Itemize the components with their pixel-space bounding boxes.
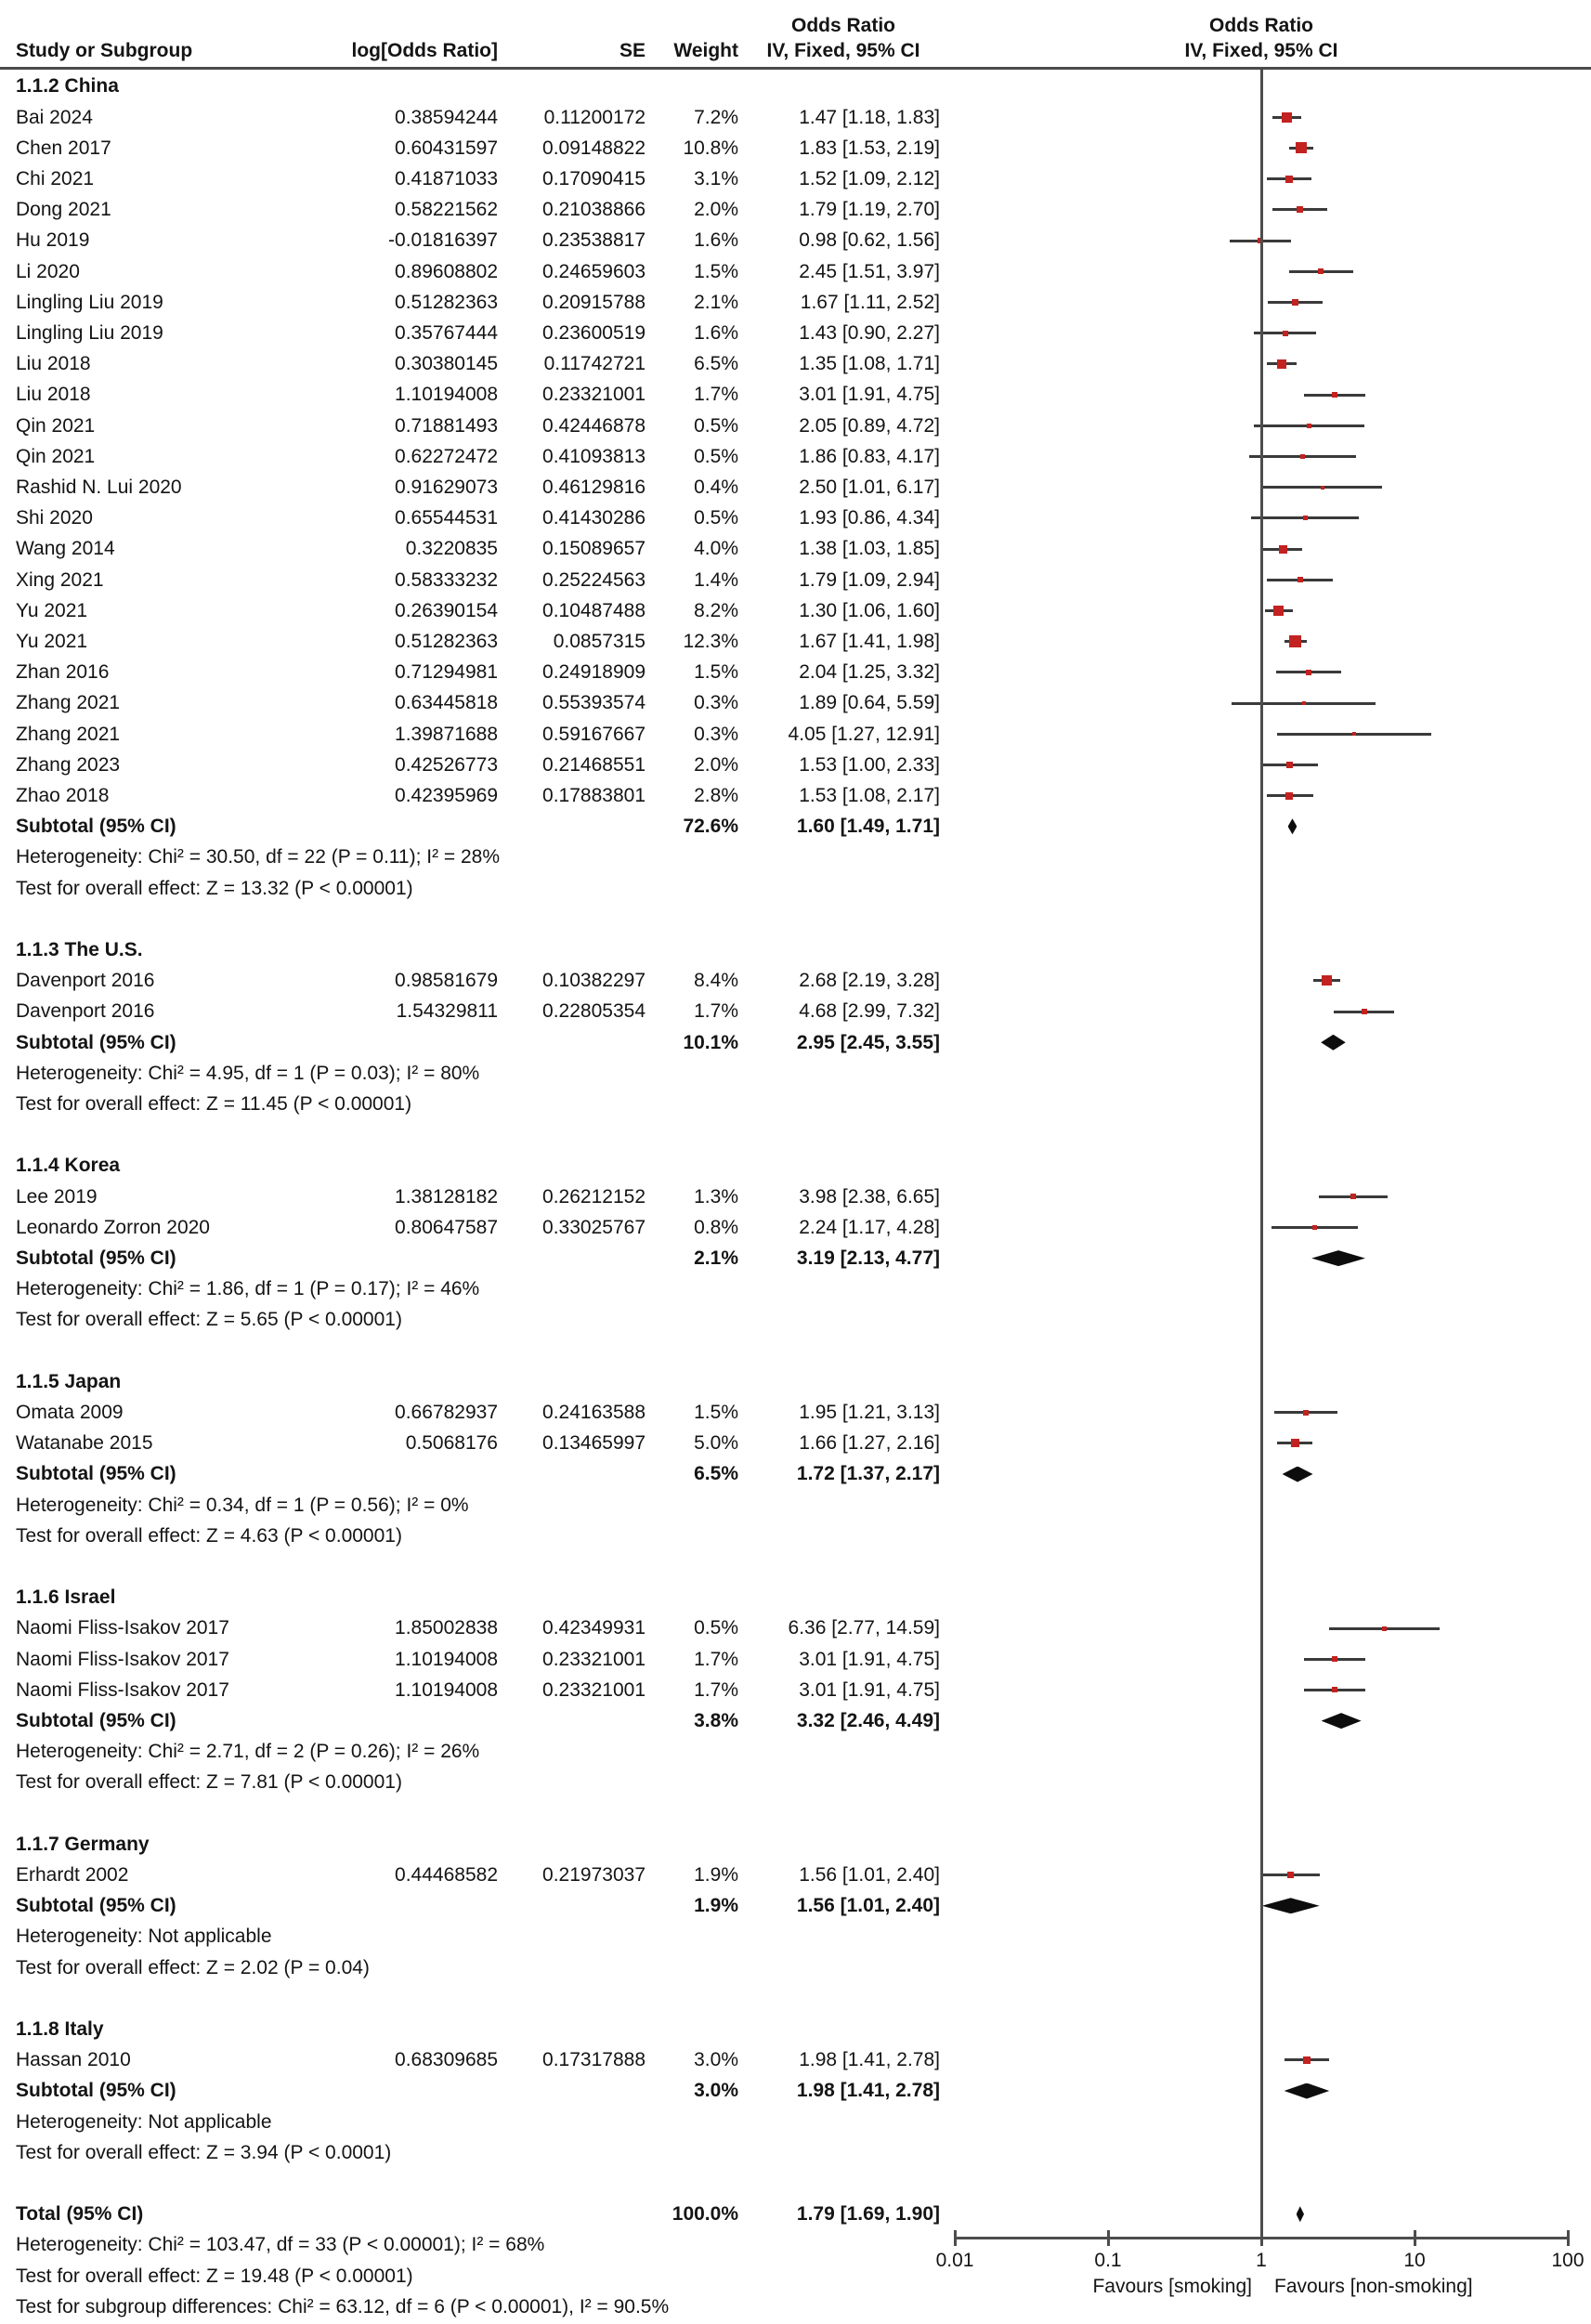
weight-value: 1.4% bbox=[694, 568, 738, 591]
se-value: 0.13465997 bbox=[542, 1432, 646, 1455]
ci-text: 1.53 [1.08, 2.17] bbox=[799, 785, 940, 806]
weight-value: 72.6% bbox=[683, 816, 738, 838]
weight-value: 5.0% bbox=[694, 1432, 738, 1455]
weight-value: 2.1% bbox=[694, 1247, 738, 1269]
weight-value: 3.0% bbox=[694, 2080, 738, 2102]
study-name: Bai 2024 bbox=[16, 106, 93, 128]
weight-value: 100.0% bbox=[672, 2203, 738, 2226]
study-name: Zhang 2021 bbox=[16, 723, 121, 745]
study-name: Xing 2021 bbox=[16, 568, 104, 591]
study-name: Test for overall effect: Z = 4.63 (P < 0.00001) bbox=[16, 1524, 402, 1547]
weight-value: 12.3% bbox=[683, 631, 738, 652]
study-name: Shi 2020 bbox=[16, 507, 93, 529]
ci-text: 2.24 [1.17, 4.28] bbox=[799, 1216, 940, 1238]
se-value: 0.26212152 bbox=[542, 1185, 646, 1208]
se-value: 0.11200172 bbox=[543, 106, 646, 128]
ci-text: 3.32 [2.46, 4.49] bbox=[796, 1710, 940, 1731]
log-odds-ratio-value: 0.58333232 bbox=[395, 568, 498, 591]
ci-text: 2.05 [0.89, 4.72] bbox=[799, 414, 940, 437]
study-name: Lee 2019 bbox=[16, 1185, 98, 1208]
ci-text: 1.66 [1.27, 2.16] bbox=[799, 1432, 940, 1455]
ci-text: 3.01 [1.91, 4.75] bbox=[799, 384, 940, 406]
se-value: 0.11742721 bbox=[543, 353, 646, 375]
ci-text: 2.45 [1.51, 3.97] bbox=[799, 260, 940, 282]
study-name: Liu 2018 bbox=[16, 384, 91, 406]
weight-value: 6.5% bbox=[694, 353, 738, 375]
study-name: Chi 2021 bbox=[16, 168, 95, 189]
study-name: Subtotal (95% CI) bbox=[16, 1031, 176, 1053]
study-name: Total (95% CI) bbox=[16, 2203, 144, 2226]
favours-left-label: Favours [smoking] bbox=[1092, 2276, 1252, 2297]
log-odds-ratio-value: 1.10194008 bbox=[395, 1678, 498, 1701]
ci-text: 1.30 [1.06, 1.60] bbox=[799, 599, 940, 621]
weight-value: 3.8% bbox=[694, 1710, 738, 1731]
weight-value: 1.7% bbox=[694, 1648, 738, 1670]
se-value: 0.22805354 bbox=[542, 1000, 646, 1023]
weight-value: 1.6% bbox=[694, 229, 738, 252]
study-name: Erhardt 2002 bbox=[16, 1864, 129, 1886]
weight-value: 0.5% bbox=[694, 445, 738, 467]
ci-text: 1.35 [1.08, 1.71] bbox=[799, 353, 940, 375]
ci-text: 1.95 [1.21, 3.13] bbox=[799, 1402, 940, 1423]
study-name: Subtotal (95% CI) bbox=[16, 2080, 176, 2102]
study-name: 1.1.4 Korea bbox=[16, 1155, 121, 1177]
axis-tick-label: 100 bbox=[1551, 2250, 1584, 2271]
study-name: Lingling Liu 2019 bbox=[16, 322, 163, 344]
log-odds-ratio-value: 0.3220835 bbox=[405, 538, 498, 560]
study-name: Test for overall effect: Z = 3.94 (P < 0.0001) bbox=[16, 2141, 392, 2163]
study-name: Heterogeneity: Chi² = 30.50, df = 22 (P = 0.11); I² = 28% bbox=[16, 846, 501, 868]
se-value: 0.24918909 bbox=[542, 661, 646, 684]
log-odds-ratio-value: 0.26390154 bbox=[395, 599, 498, 621]
study-name: Heterogeneity: Chi² = 103.47, df = 33 (P < 0.00001); I² = 68% bbox=[16, 2234, 545, 2256]
se-value: 0.09148822 bbox=[542, 137, 646, 159]
axis-tick-label: 0.1 bbox=[1094, 2250, 1122, 2271]
weight-value: 10.8% bbox=[683, 137, 738, 159]
weight-value: 2.0% bbox=[694, 199, 738, 221]
ci-text: 1.83 [1.53, 2.19] bbox=[799, 137, 940, 159]
study-name: Hassan 2010 bbox=[16, 2049, 131, 2071]
weight-value: 8.2% bbox=[694, 599, 738, 621]
se-value: 0.24659603 bbox=[542, 260, 646, 282]
column-header-se: SE bbox=[619, 40, 646, 61]
study-name: Subtotal (95% CI) bbox=[16, 1463, 176, 1485]
study-name: Subtotal (95% CI) bbox=[16, 1247, 176, 1269]
se-value: 0.25224563 bbox=[542, 568, 646, 591]
study-name: 1.1.3 The U.S. bbox=[16, 939, 143, 960]
ci-text: 1.38 [1.03, 1.85] bbox=[799, 538, 940, 560]
weight-value: 2.8% bbox=[694, 785, 738, 806]
study-name: Davenport 2016 bbox=[16, 970, 155, 992]
ci-text: 1.89 [0.64, 5.59] bbox=[799, 692, 940, 714]
log-odds-ratio-value: 0.30380145 bbox=[395, 353, 498, 375]
weight-value: 0.3% bbox=[694, 692, 738, 714]
study-name: Heterogeneity: Chi² = 2.71, df = 2 (P = 0.26); I² = 26% bbox=[16, 1741, 480, 1763]
log-odds-ratio-value: 0.42395969 bbox=[395, 785, 498, 806]
ci-text: 1.67 [1.11, 2.52] bbox=[800, 291, 940, 313]
weight-value: 8.4% bbox=[694, 970, 738, 992]
study-name: Subtotal (95% CI) bbox=[16, 1895, 176, 1917]
weight-value: 2.1% bbox=[694, 291, 738, 313]
log-odds-ratio-value: 0.62272472 bbox=[395, 445, 498, 467]
weight-value: 1.7% bbox=[694, 1000, 738, 1023]
weight-value: 1.3% bbox=[694, 1185, 738, 1208]
weight-value: 7.2% bbox=[694, 106, 738, 128]
ci-text: 4.68 [2.99, 7.32] bbox=[799, 1000, 940, 1023]
ci-text: 1.43 [0.90, 2.27] bbox=[799, 322, 940, 344]
ci-text: 1.98 [1.41, 2.78] bbox=[799, 2049, 940, 2071]
ci-text: 3.01 [1.91, 4.75] bbox=[799, 1678, 940, 1701]
study-name: Subtotal (95% CI) bbox=[16, 1710, 176, 1731]
ci-text: 3.98 [2.38, 6.65] bbox=[799, 1185, 940, 1208]
study-name: Yu 2021 bbox=[16, 599, 88, 621]
column-header-log-odds-ratio: log[Odds Ratio] bbox=[351, 40, 498, 61]
study-name: Watanabe 2015 bbox=[16, 1432, 153, 1455]
weight-value: 1.5% bbox=[694, 260, 738, 282]
study-name: Test for overall effect: Z = 13.32 (P < 0.00001) bbox=[16, 877, 413, 899]
log-odds-ratio-value: 1.38128182 bbox=[395, 1185, 498, 1208]
weight-value: 3.1% bbox=[694, 168, 738, 189]
se-value: 0.17883801 bbox=[542, 785, 646, 806]
study-name: Li 2020 bbox=[16, 260, 80, 282]
study-name: 1.1.5 Japan bbox=[16, 1370, 122, 1392]
se-value: 0.33025767 bbox=[542, 1216, 646, 1238]
se-value: 0.20915788 bbox=[542, 291, 646, 313]
weight-value: 0.8% bbox=[694, 1216, 738, 1238]
study-name: Zhang 2023 bbox=[16, 753, 121, 776]
weight-value: 1.7% bbox=[694, 384, 738, 406]
ci-text: 3.19 [2.13, 4.77] bbox=[796, 1247, 940, 1269]
study-name: 1.1.6 Israel bbox=[16, 1586, 116, 1609]
study-name: Wang 2014 bbox=[16, 538, 115, 560]
weight-value: 2.0% bbox=[694, 753, 738, 776]
log-odds-ratio-value: 0.58221562 bbox=[395, 199, 498, 221]
log-odds-ratio-value: 0.60431597 bbox=[395, 137, 498, 159]
weight-value: 6.5% bbox=[694, 1463, 738, 1485]
log-odds-ratio-value: 0.80647587 bbox=[395, 1216, 498, 1238]
weight-value: 1.9% bbox=[694, 1895, 738, 1917]
study-name: Test for overall effect: Z = 5.65 (P < 0.00001) bbox=[16, 1309, 402, 1331]
study-name: Rashid N. Lui 2020 bbox=[16, 477, 182, 498]
column-header-study: Study or Subgroup bbox=[16, 40, 193, 61]
study-name: Naomi Fliss-Isakov 2017 bbox=[16, 1617, 229, 1639]
study-name: Heterogeneity: Not applicable bbox=[16, 2110, 272, 2133]
study-name: 1.1.2 China bbox=[16, 75, 119, 98]
weight-value: 0.5% bbox=[694, 414, 738, 437]
study-name: Heterogeneity: Chi² = 4.95, df = 1 (P = 0.03); I² = 80% bbox=[16, 1062, 480, 1084]
study-name: Heterogeneity: Chi² = 0.34, df = 1 (P = 0.56); I² = 0% bbox=[16, 1494, 469, 1516]
study-name: Heterogeneity: Not applicable bbox=[16, 1926, 272, 1948]
study-name: Test for overall effect: Z = 7.81 (P < 0.00001) bbox=[16, 1771, 402, 1794]
ci-text: 2.68 [2.19, 3.28] bbox=[799, 970, 940, 992]
se-value: 0.42446878 bbox=[542, 414, 646, 437]
ci-text: 1.56 [1.01, 2.40] bbox=[796, 1895, 940, 1917]
ci-text: 2.04 [1.25, 3.32] bbox=[799, 661, 940, 684]
weight-value: 0.5% bbox=[694, 1617, 738, 1639]
log-odds-ratio-value: 0.35767444 bbox=[395, 322, 498, 344]
log-odds-ratio-value: 0.66782937 bbox=[395, 1402, 498, 1423]
study-name: Test for overall effect: Z = 19.48 (P < 0.00001) bbox=[16, 2265, 413, 2287]
log-odds-ratio-value: 0.65544531 bbox=[395, 507, 498, 529]
se-value: 0.41093813 bbox=[542, 445, 646, 467]
study-name: Test for overall effect: Z = 2.02 (P = 0.04) bbox=[16, 1956, 370, 1978]
log-odds-ratio-value: 1.10194008 bbox=[395, 384, 498, 406]
study-name: Zhan 2016 bbox=[16, 661, 110, 684]
se-value: 0.59167667 bbox=[542, 723, 646, 745]
ci-text: 1.56 [1.01, 2.40] bbox=[799, 1864, 940, 1886]
study-name: Omata 2009 bbox=[16, 1402, 124, 1423]
ci-text: 1.79 [1.19, 2.70] bbox=[799, 199, 940, 221]
log-odds-ratio-value: 1.54329811 bbox=[396, 1000, 498, 1023]
study-name: 1.1.7 Germany bbox=[16, 1833, 150, 1855]
study-name: 1.1.8 Italy bbox=[16, 2018, 104, 2040]
weight-value: 0.3% bbox=[694, 723, 738, 745]
ci-text: 1.47 [1.18, 1.83] bbox=[799, 106, 940, 128]
weight-value: 0.5% bbox=[694, 507, 738, 529]
study-name: Davenport 2016 bbox=[16, 1000, 155, 1023]
weight-value: 1.5% bbox=[694, 1402, 738, 1423]
ci-text: 2.95 [2.45, 3.55] bbox=[796, 1031, 940, 1053]
se-value: 0.41430286 bbox=[542, 507, 646, 529]
study-name: Zhao 2018 bbox=[16, 785, 110, 806]
log-odds-ratio-value: 1.10194008 bbox=[395, 1648, 498, 1670]
study-name: Naomi Fliss-Isakov 2017 bbox=[16, 1678, 229, 1701]
log-odds-ratio-value: 0.5068176 bbox=[405, 1432, 498, 1455]
ci-text: 1.79 [1.09, 2.94] bbox=[799, 568, 940, 591]
study-name: Hu 2019 bbox=[16, 229, 90, 252]
ci-text: 1.72 [1.37, 2.17] bbox=[796, 1463, 940, 1485]
study-name: Leonardo Zorron 2020 bbox=[16, 1216, 210, 1238]
log-odds-ratio-value: 0.71881493 bbox=[395, 414, 498, 437]
study-name: Test for overall effect: Z = 11.45 (P < 0.00001) bbox=[16, 1093, 412, 1115]
weight-value: 4.0% bbox=[694, 538, 738, 560]
ci-text: 1.60 [1.49, 1.71] bbox=[796, 816, 940, 838]
se-value: 0.10382297 bbox=[542, 970, 646, 992]
study-name: Zhang 2021 bbox=[16, 692, 121, 714]
log-odds-ratio-value: 0.63445818 bbox=[395, 692, 498, 714]
axis-tick-label: 1 bbox=[1256, 2250, 1267, 2271]
se-value: 0.21973037 bbox=[542, 1864, 646, 1886]
weight-value: 10.1% bbox=[683, 1031, 738, 1053]
se-value: 0.10487488 bbox=[542, 599, 646, 621]
se-value: 0.23321001 bbox=[542, 384, 646, 406]
se-value: 0.42349931 bbox=[542, 1617, 646, 1639]
study-name: Heterogeneity: Chi² = 1.86, df = 1 (P = 0.17); I² = 46% bbox=[16, 1278, 480, 1300]
ci-text: 1.52 [1.09, 2.12] bbox=[799, 168, 940, 189]
axis-tick-label: 10 bbox=[1403, 2250, 1426, 2271]
se-value: 0.21038866 bbox=[542, 199, 646, 221]
se-value: 0.15089657 bbox=[542, 538, 646, 560]
se-value: 0.23321001 bbox=[542, 1648, 646, 1670]
log-odds-ratio-value: 0.91629073 bbox=[395, 477, 498, 498]
log-odds-ratio-value: 0.38594244 bbox=[395, 106, 498, 128]
log-odds-ratio-value: 0.51282363 bbox=[395, 631, 498, 652]
ci-text: 1.93 [0.86, 4.34] bbox=[799, 507, 940, 529]
study-name: Chen 2017 bbox=[16, 137, 111, 159]
column-header-odds-ratio-text: Odds Ratio bbox=[790, 15, 896, 36]
study-name: Subtotal (95% CI) bbox=[16, 816, 176, 838]
ci-text: 1.98 [1.41, 2.78] bbox=[796, 2080, 940, 2102]
se-value: 0.17090415 bbox=[542, 168, 646, 189]
log-odds-ratio-value: 0.98581679 bbox=[395, 970, 498, 992]
ci-text: 4.05 [1.27, 12.91] bbox=[788, 723, 940, 745]
study-name: Naomi Fliss-Isakov 2017 bbox=[16, 1648, 229, 1670]
ci-text: 6.36 [2.77, 14.59] bbox=[788, 1617, 940, 1639]
weight-value: 1.6% bbox=[694, 322, 738, 344]
weight-value: 1.5% bbox=[694, 661, 738, 684]
log-odds-ratio-value: 0.71294981 bbox=[395, 661, 498, 684]
ci-text: 0.98 [0.62, 1.56] bbox=[799, 229, 940, 252]
weight-value: 1.9% bbox=[694, 1864, 738, 1886]
ci-text: 3.01 [1.91, 4.75] bbox=[799, 1648, 940, 1670]
study-name: Liu 2018 bbox=[16, 353, 91, 375]
se-value: 0.23321001 bbox=[542, 1678, 646, 1701]
favours-right-label: Favours [non-smoking] bbox=[1274, 2276, 1473, 2297]
log-odds-ratio-value: 1.39871688 bbox=[395, 723, 498, 745]
weight-value: 1.7% bbox=[694, 1678, 738, 1701]
ci-text: 1.53 [1.00, 2.33] bbox=[799, 753, 940, 776]
axis-tick-label: 0.01 bbox=[935, 2250, 974, 2271]
log-odds-ratio-value: 0.42526773 bbox=[395, 753, 498, 776]
column-header-method-plot: IV, Fixed, 95% CI bbox=[1184, 40, 1338, 61]
ci-text: 1.79 [1.69, 1.90] bbox=[796, 2203, 940, 2226]
ci-text: 1.67 [1.41, 1.98] bbox=[799, 631, 940, 652]
weight-value: 3.0% bbox=[694, 2049, 738, 2071]
log-odds-ratio-value: 0.89608802 bbox=[395, 260, 498, 282]
se-value: 0.23600519 bbox=[542, 322, 646, 344]
log-odds-ratio-value: 1.85002838 bbox=[395, 1617, 498, 1639]
study-name: Test for subgroup differences: Chi² = 63.12, df = 6 (P < 0.00001), I² = 90.5% bbox=[16, 2295, 670, 2317]
se-value: 0.21468551 bbox=[542, 753, 646, 776]
se-value: 0.23538817 bbox=[542, 229, 646, 252]
column-header-odds-ratio-plot: Odds Ratio bbox=[1208, 15, 1314, 36]
log-odds-ratio-value: 0.44468582 bbox=[395, 1864, 498, 1886]
log-odds-ratio-value: 0.68309685 bbox=[395, 2049, 498, 2071]
study-name: Qin 2021 bbox=[16, 445, 96, 467]
study-name: Dong 2021 bbox=[16, 199, 111, 221]
se-value: 0.17317888 bbox=[542, 2049, 646, 2071]
study-name: Lingling Liu 2019 bbox=[16, 291, 163, 313]
log-odds-ratio-value: 0.51282363 bbox=[395, 291, 498, 313]
log-odds-ratio-value: 0.41871033 bbox=[395, 168, 498, 189]
weight-value: 0.4% bbox=[694, 477, 738, 498]
column-header-weight: Weight bbox=[673, 40, 738, 61]
se-value: 0.24163588 bbox=[542, 1402, 646, 1423]
se-value: 0.55393574 bbox=[542, 692, 646, 714]
study-name: Qin 2021 bbox=[16, 414, 96, 437]
column-header-method-text: IV, Fixed, 95% CI bbox=[766, 40, 920, 61]
study-name: Yu 2021 bbox=[16, 631, 88, 652]
ci-text: 2.50 [1.01, 6.17] bbox=[799, 477, 940, 498]
log-odds-ratio-value: -0.01816397 bbox=[388, 229, 498, 252]
ci-text: 1.86 [0.83, 4.17] bbox=[799, 445, 940, 467]
se-value: 0.46129816 bbox=[542, 477, 646, 498]
se-value: 0.0857315 bbox=[553, 631, 646, 652]
